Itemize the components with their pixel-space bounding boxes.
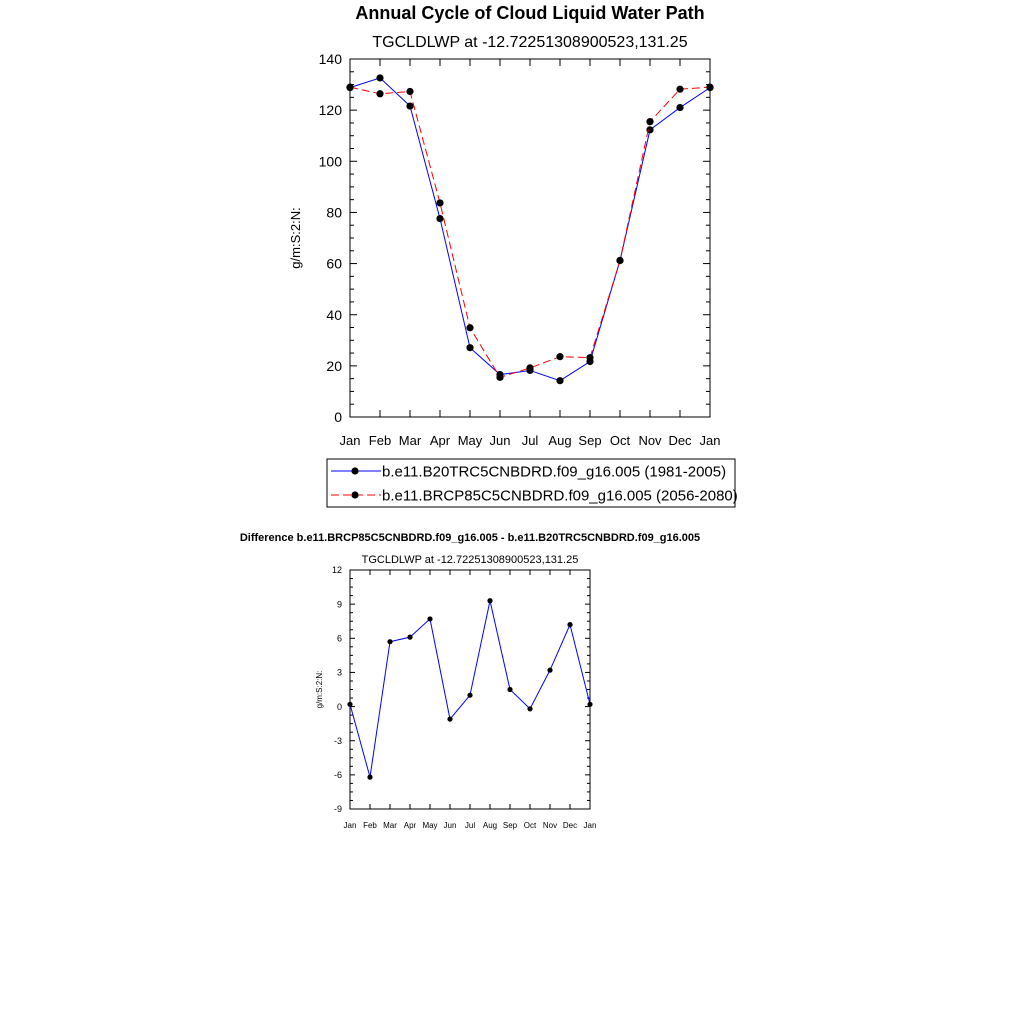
legend-marker-2 — [351, 491, 358, 498]
chart1-y-tick-label: 40 — [326, 306, 342, 323]
chart2-y-tick-label: -9 — [333, 804, 342, 815]
chart2-y-tick-label: 6 — [336, 633, 342, 644]
chart2-series-1-point — [547, 668, 552, 673]
chart1-x-tick-label: Jul — [521, 433, 539, 448]
chart2-series-1-point — [367, 775, 372, 780]
chart1-series-2-point — [526, 364, 533, 371]
chart1-x-tick-label: Jan — [699, 433, 721, 448]
chart1-series-2-point — [346, 84, 353, 91]
chart2-series-1-point — [467, 693, 472, 698]
chart1-y-tick-label: 60 — [326, 255, 342, 272]
chart2-y-tick-label: 9 — [336, 599, 342, 610]
chart1-series-2-line — [350, 87, 710, 377]
chart2-series-1-point — [487, 598, 492, 603]
chart1-series-1-point — [556, 377, 563, 384]
chart1-series-2-point — [706, 84, 713, 91]
chart2-series-1-point — [407, 635, 412, 640]
legend-label-1: b.e11.B20TRC5CNBDRD.f09_g16.005 (1981-2005) — [382, 463, 727, 481]
chart1-series-2-point — [676, 86, 683, 93]
chart1-x-tick-label: Mar — [398, 433, 422, 448]
chart1-series-2-point — [436, 199, 443, 206]
chart2-x-tick-label: Jun — [443, 821, 457, 830]
chart1-y-axis-label: g/m:S:2:N: — [288, 207, 303, 269]
chart2-series-1-point — [567, 622, 572, 627]
chart2-series-1-point — [347, 702, 352, 707]
legend-label-2: b.e11.BRCP85C5CNBDRD.f09_g16.005 (2056-2080) — [382, 487, 738, 505]
chart1-series-2-point — [496, 374, 503, 381]
difference-title: Difference b.e11.BRCP85C5CNBDRD.f09_g16.005 - b.e11.B20TRC5CNBDRD.f09_g16.005 — [239, 532, 701, 544]
chart2-x-tick-label: Sep — [502, 821, 518, 830]
chart1-series-1-point — [466, 344, 473, 351]
chart2-y-tick-label: 12 — [331, 565, 342, 576]
chart2-x-tick-label: Jan — [583, 821, 597, 830]
chart1-series-2-point — [616, 257, 623, 264]
chart2-series-1-point — [427, 616, 432, 621]
chart1-y-tick-label: 100 — [318, 153, 342, 170]
chart1-series-2-point — [646, 118, 653, 125]
chart1-x-tick-label: Oct — [609, 433, 631, 448]
chart2-x-tick-label: Apr — [403, 821, 417, 830]
chart1-x-tick-label: Apr — [429, 433, 451, 448]
chart2-series-1-point — [447, 716, 452, 721]
chart1-subtitle: TGCLDLWP at -12.72251308900523,131.25 — [372, 34, 688, 51]
chart1-series-2-point — [586, 354, 593, 361]
chart1-x-tick-label: May — [457, 433, 483, 448]
chart1-plot-frame — [350, 59, 710, 417]
chart2-plot-frame — [350, 570, 590, 809]
chart2-y-tick-label: -3 — [333, 735, 342, 746]
chart1-x-tick-label: Nov — [638, 433, 662, 448]
chart1-x-tick-label: Dec — [668, 433, 692, 448]
chart2-x-tick-label: Feb — [363, 821, 377, 830]
chart1-y-tick-label: 80 — [326, 204, 342, 221]
chart1-series-1-point — [406, 102, 413, 109]
chart1-y-tick-label: 120 — [318, 102, 342, 119]
chart1-series-2-point — [376, 90, 383, 97]
chart2-x-tick-label: Jan — [343, 821, 357, 830]
chart2-x-tick-label: Nov — [542, 821, 558, 830]
chart1-series-2-point — [406, 88, 413, 95]
chart2-series-1-point — [527, 706, 532, 711]
chart1-series-1-line — [350, 78, 710, 381]
main-title: Annual Cycle of Cloud Liquid Water Path — [355, 3, 705, 23]
chart2-x-tick-label: Jul — [464, 821, 476, 830]
chart1-x-tick-label: Aug — [548, 433, 572, 448]
chart1-series-1-point — [376, 74, 383, 81]
chart2-series-1-line — [350, 601, 590, 777]
chart2-series-1-point — [507, 687, 512, 692]
chart2-x-tick-label: Oct — [523, 821, 537, 830]
chart1-x-tick-label: Jan — [339, 433, 361, 448]
chart2-y-tick-label: -6 — [333, 770, 342, 781]
legend-marker-1 — [351, 467, 358, 474]
chart2-x-tick-label: Mar — [383, 821, 397, 830]
chart1-series-2-point — [556, 353, 563, 360]
chart2-subtitle: TGCLDLWP at -12.72251308900523,131.25 — [361, 554, 579, 566]
chart1-series-1-point — [676, 104, 683, 111]
chart2-x-tick-label: Aug — [482, 821, 498, 830]
chart2-series-1-point — [587, 702, 592, 707]
chart1-series-2-point — [466, 324, 473, 331]
chart2-x-tick-label: May — [422, 821, 438, 830]
chart2-x-tick-label: Dec — [562, 821, 578, 830]
chart1-y-tick-label: 20 — [326, 357, 342, 374]
chart2-series-1-point — [387, 639, 392, 644]
chart1-x-tick-label: Sep — [578, 433, 602, 448]
chart1-x-tick-label: Jun — [489, 433, 511, 448]
chart1-y-tick-label: 140 — [318, 51, 342, 68]
chart2-y-tick-label: 0 — [336, 701, 342, 712]
chart2-y-tick-label: 3 — [336, 667, 342, 678]
chart1-y-tick-label: 0 — [334, 409, 342, 426]
chart1-series-1-point — [436, 215, 443, 222]
chart1-x-tick-label: Feb — [368, 433, 392, 448]
chart2-y-axis-label: g/m:S:2:N: — [315, 670, 324, 709]
